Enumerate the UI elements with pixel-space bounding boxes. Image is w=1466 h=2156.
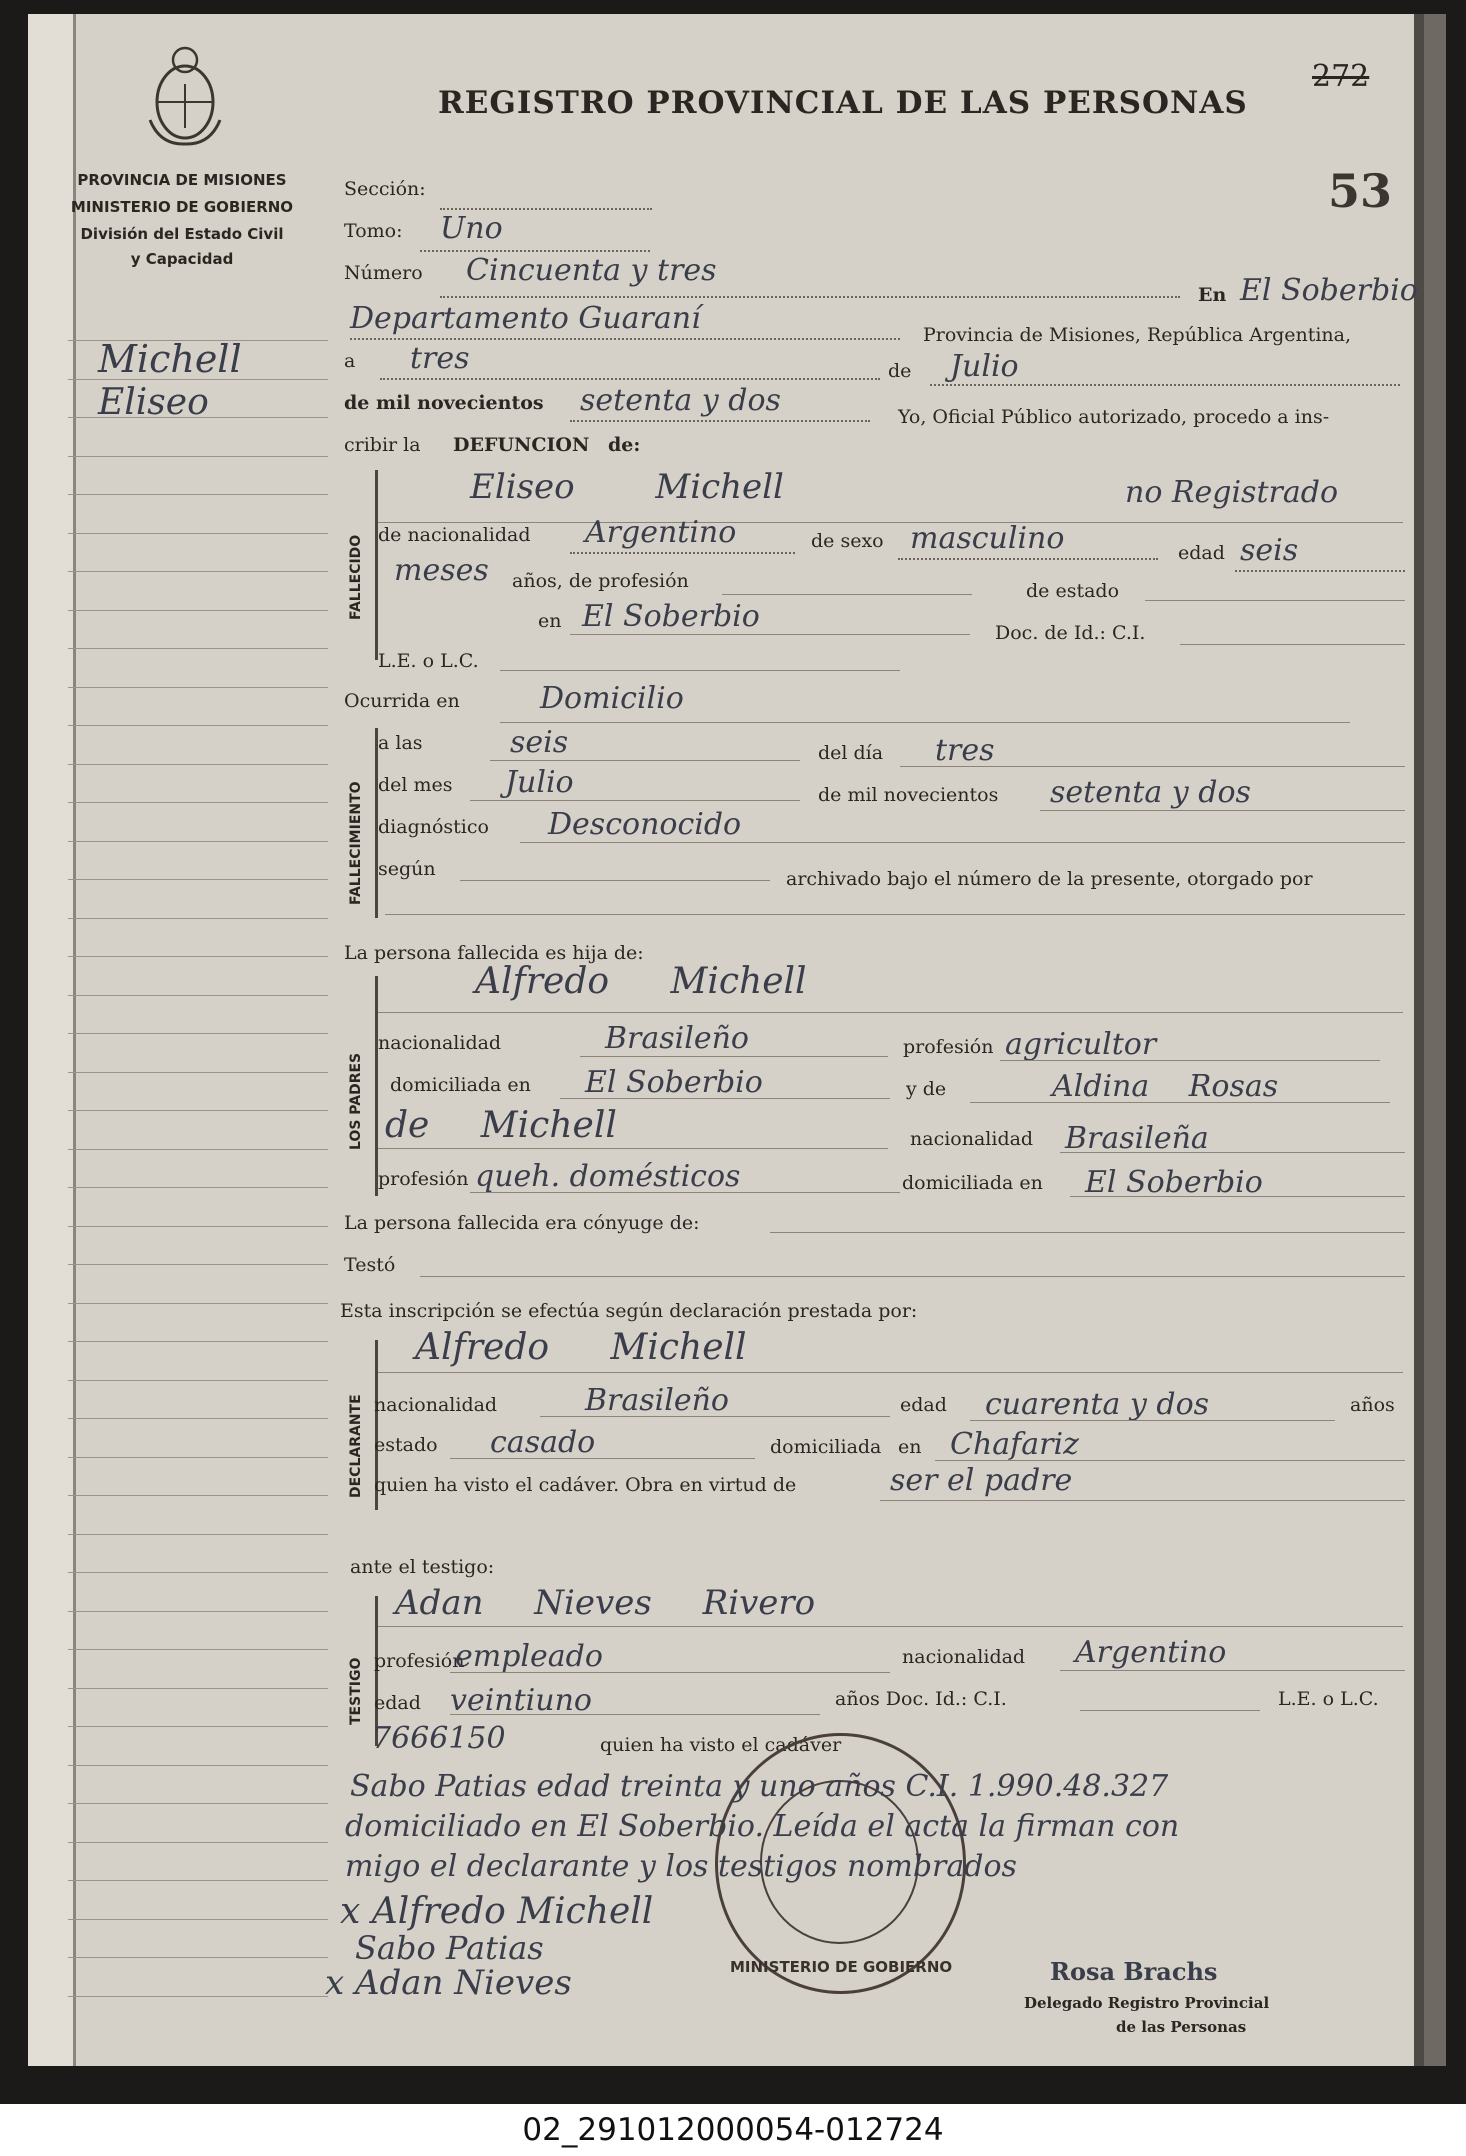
signature-official: Rosa Brachs bbox=[1050, 1957, 1218, 1986]
padres-domicilio-madre-line bbox=[1070, 1196, 1405, 1197]
margin-rule-line bbox=[68, 918, 328, 919]
margin-rule-line bbox=[68, 1033, 328, 1034]
fallecido-nacionalidad-label: de nacionalidad bbox=[378, 524, 531, 546]
declarante-quien-label: quien ha visto el cadáver. Obra en virtud de bbox=[374, 1474, 797, 1496]
padres-nacionalidad-label: nacionalidad bbox=[378, 1032, 502, 1054]
testigo-nacionalidad-label: nacionalidad bbox=[902, 1646, 1026, 1668]
padres-domicilio-padre: El Soberbio bbox=[585, 1065, 763, 1100]
margin-rule-line bbox=[68, 1880, 328, 1881]
declarante-edad-line bbox=[970, 1420, 1335, 1421]
anio-line bbox=[570, 420, 870, 422]
margin-rule-line bbox=[68, 379, 328, 380]
fallecimiento-mes: Julio bbox=[505, 765, 574, 800]
fallecimiento-archivado-label: archivado bajo el número de la presente, otorgado por bbox=[786, 868, 1313, 890]
margin-rule-line bbox=[68, 1457, 328, 1458]
margin-rule-line bbox=[68, 995, 328, 996]
tomo-line bbox=[420, 250, 650, 252]
fallecido-sexo-label: de sexo bbox=[811, 530, 884, 552]
margin-rule-line bbox=[68, 1611, 328, 1612]
padres-nacionalidad-madre-line bbox=[1060, 1152, 1405, 1153]
fallecimiento-anio: setenta y dos bbox=[1050, 775, 1251, 810]
margin-rule-line bbox=[68, 1688, 328, 1689]
padres-profesion-madre-line bbox=[470, 1192, 900, 1193]
padres-domiciliada-label: domiciliada en bbox=[390, 1074, 531, 1096]
margin-rule-line bbox=[68, 1649, 328, 1650]
margin-rule-line bbox=[68, 956, 328, 957]
dia-line bbox=[380, 378, 880, 380]
declarante-nacionalidad: Brasileño bbox=[585, 1383, 729, 1418]
fallecido-meses: meses bbox=[394, 553, 489, 588]
testigo-le-label: L.E. o L.C. bbox=[1278, 1688, 1379, 1710]
office-line-2: MINISTERIO DE GOBIERNO bbox=[70, 198, 294, 216]
fallecido-no-registrado: no Registrado bbox=[1125, 475, 1339, 510]
fallecimiento-side-label: FALLECIMIENTO bbox=[348, 781, 364, 905]
padres-domicilio-madre: El Soberbio bbox=[1085, 1165, 1263, 1200]
fallecido-bracket bbox=[375, 470, 378, 660]
declarante-estado: casado bbox=[490, 1425, 596, 1460]
page-title: REGISTRO PROVINCIAL DE LAS PERSONAS bbox=[438, 85, 1248, 121]
testigo-profesion-line bbox=[450, 1672, 890, 1673]
declarante-estado-label: estado bbox=[374, 1434, 438, 1456]
declarante-edad: cuarenta y dos bbox=[985, 1387, 1210, 1422]
padres-bracket bbox=[375, 976, 378, 1196]
office-line-3: División del Estado Civil bbox=[80, 225, 284, 243]
declarante-domicilio-line bbox=[935, 1460, 1405, 1461]
padres-padre-line bbox=[378, 1012, 1403, 1013]
a-label: a bbox=[344, 350, 356, 372]
declarante-en-label: en bbox=[898, 1436, 922, 1458]
margin-rule-line bbox=[68, 1919, 328, 1920]
margin-rule-line bbox=[68, 494, 328, 495]
fallecido-anios-profesion-label: años, de profesión bbox=[512, 570, 689, 592]
testigo-side-label: TESTIGO bbox=[348, 1657, 364, 1725]
margin-rule-line bbox=[68, 764, 328, 765]
dia-value: tres bbox=[410, 341, 470, 376]
padres-y-de-label: y de bbox=[906, 1078, 947, 1100]
testo-line bbox=[420, 1276, 1405, 1277]
margin-rule-line bbox=[68, 1842, 328, 1843]
numero-line bbox=[440, 296, 1180, 298]
fallecimiento-segun-label: según bbox=[378, 858, 436, 880]
declarante-side-label: DECLARANTE bbox=[348, 1394, 364, 1498]
seccion-line bbox=[440, 208, 652, 210]
testigo-profesion-label: profesión bbox=[374, 1650, 465, 1672]
testigo-anios-doc-label: años Doc. Id.: C.I. bbox=[835, 1688, 1007, 1710]
seccion-label: Sección: bbox=[344, 178, 426, 200]
padres-nacionalidad-madre-label: nacionalidad bbox=[910, 1128, 1034, 1150]
declarante-nombre: Alfredo Michell bbox=[415, 1327, 747, 1368]
margin-rule-line bbox=[68, 802, 328, 803]
numero-value: Cincuenta y tres bbox=[466, 253, 717, 288]
fallecido-edad-line bbox=[1235, 570, 1405, 572]
testigo-nacionalidad-line bbox=[1060, 1670, 1405, 1671]
defuncion-de: de: bbox=[608, 434, 641, 456]
padres-padre: Alfredo Michell bbox=[475, 961, 807, 1002]
official-title-1: Delegado Registro Provincial bbox=[1024, 1994, 1270, 2012]
declarante-domiciliada-label: domiciliada bbox=[770, 1436, 882, 1458]
padres-side-label: LOS PADRES bbox=[348, 1052, 364, 1150]
fallecimiento-dia: tres bbox=[935, 733, 995, 768]
margin-rule-line bbox=[68, 610, 328, 611]
defuncion-label: DEFUNCION bbox=[453, 434, 590, 456]
anio-value: setenta y dos bbox=[580, 383, 781, 418]
ocurrida-line bbox=[500, 722, 1350, 723]
fallecimiento-diagnostico: Desconocido bbox=[548, 807, 742, 842]
padres-profesion-madre-label: profesión bbox=[378, 1168, 469, 1190]
conyuge-label: La persona fallecida era cónyuge de: bbox=[344, 1212, 700, 1234]
tomo-label: Tomo: bbox=[344, 220, 403, 242]
margin-rule-line bbox=[68, 340, 328, 341]
testigo-edad-line bbox=[450, 1714, 820, 1715]
fallecimiento-anio-label: de mil novecientos bbox=[818, 784, 999, 806]
margin-rule-line bbox=[68, 1495, 328, 1496]
oficial-label: Yo, Oficial Público autorizado, procedo a ins- bbox=[898, 406, 1330, 428]
margin-rule-line bbox=[68, 1803, 328, 1804]
margin-rule-line bbox=[68, 533, 328, 534]
margin-rule-line bbox=[68, 1765, 328, 1766]
fallecido-nombre: Eliseo Michell bbox=[470, 467, 784, 507]
testigo-nacionalidad: Argentino bbox=[1075, 1635, 1227, 1670]
testigo-profesion: empleado bbox=[455, 1639, 603, 1674]
fallecido-edad: seis bbox=[1240, 533, 1299, 568]
margin-rule-line bbox=[68, 1264, 328, 1265]
fallecido-nacionalidad-line bbox=[570, 552, 795, 554]
margin-rule-line bbox=[68, 1957, 328, 1958]
notes-line-1: Sabo Patias edad treinta y uno años C.I. 1.990.48.327 bbox=[350, 1769, 1169, 1804]
fallecimiento-hora: seis bbox=[510, 725, 569, 760]
padres-profesion-padre-line bbox=[1000, 1060, 1380, 1061]
fallecido-estado-line bbox=[1145, 600, 1405, 601]
fallecido-nacionalidad: Argentino bbox=[585, 515, 737, 550]
testigo-nombre-line bbox=[378, 1626, 1403, 1627]
fallecido-doc-line bbox=[1180, 644, 1405, 645]
book-spine-shadow bbox=[1414, 14, 1424, 2066]
ocurrida-value: Domicilio bbox=[540, 681, 684, 716]
margin-rule-line bbox=[68, 841, 328, 842]
margin-name: Eliseo bbox=[98, 382, 209, 423]
declarante-intro: Esta inscripción se efectúa según declaración prestada por: bbox=[340, 1300, 918, 1322]
padres-madre-line1: Aldina Rosas bbox=[1052, 1069, 1279, 1104]
fallecido-doc-label: Doc. de Id.: C.I. bbox=[995, 622, 1146, 644]
padres-nacionalidad-madre: Brasileña bbox=[1065, 1121, 1209, 1156]
testigo-edad-label: edad bbox=[374, 1692, 421, 1714]
anio-label: de mil novecientos bbox=[344, 392, 544, 414]
folio-struck: 272 bbox=[1312, 59, 1370, 94]
fallecimiento-extra-line bbox=[385, 914, 1405, 915]
padres-profesion-label: profesión bbox=[903, 1036, 994, 1058]
margin-rule-line bbox=[68, 1072, 328, 1073]
testigo-nombre: Adan Nieves Rivero bbox=[395, 1583, 816, 1623]
departamento-value: Departamento Guaraní bbox=[350, 301, 701, 336]
facing-page-edge bbox=[28, 14, 76, 2066]
mes-line bbox=[930, 384, 1400, 386]
office-line-4: y Capacidad bbox=[130, 250, 234, 268]
testigo-edad: veintiuno bbox=[450, 1683, 592, 1718]
margin-rule-line bbox=[68, 1572, 328, 1573]
fallecido-side-label: FALLECIDO bbox=[348, 534, 364, 620]
signature-declarante: x Alfredo Michell bbox=[340, 1891, 654, 1932]
coat-of-arms-icon bbox=[140, 40, 230, 150]
fallecimiento-hora-line bbox=[490, 760, 800, 761]
margin-rule-line bbox=[68, 1303, 328, 1304]
fallecido-en-label: en bbox=[538, 610, 562, 632]
margin-rule-line bbox=[68, 725, 328, 726]
stamp-text: MINISTERIO DE GOBIERNO bbox=[730, 1958, 953, 1976]
margin-rule-line bbox=[68, 1187, 328, 1188]
official-title-2: de las Personas bbox=[1116, 2018, 1247, 2036]
margin-surname: Michell bbox=[98, 337, 242, 381]
ocurrida-label: Ocurrida en bbox=[344, 690, 460, 712]
margin-rule-line bbox=[68, 687, 328, 688]
margin-rule-line bbox=[68, 1226, 328, 1227]
margin-rule-line bbox=[68, 456, 328, 457]
margin-rule-line bbox=[68, 879, 328, 880]
fallecido-nombre-line bbox=[378, 522, 1403, 523]
padres-profesion-padre: agricultor bbox=[1005, 1027, 1157, 1062]
declarante-virtud-line bbox=[880, 1500, 1405, 1501]
declarante-virtud: ser el padre bbox=[890, 1463, 1073, 1498]
numero-label: Número bbox=[344, 262, 423, 284]
padres-intro: La persona fallecida es hija de: bbox=[344, 942, 644, 964]
declarante-domicilio: Chafariz bbox=[950, 1427, 1079, 1462]
declarante-nacionalidad-label: nacionalidad bbox=[374, 1394, 498, 1416]
fallecido-le-line bbox=[500, 670, 900, 671]
declarante-nacionalidad-line bbox=[540, 1416, 890, 1417]
margin-rule-line bbox=[68, 648, 328, 649]
fallecimiento-a-las-label: a las bbox=[378, 732, 423, 754]
fallecimiento-diagnostico-label: diagnóstico bbox=[378, 816, 489, 838]
acta-number: 53 bbox=[1328, 164, 1393, 218]
declarante-anios-label: años bbox=[1350, 1394, 1395, 1416]
padres-nacionalidad-padre: Brasileño bbox=[605, 1021, 749, 1056]
testigo-quien-label: quien ha visto el cadáver bbox=[600, 1734, 842, 1756]
fallecimiento-diagnostico-line bbox=[520, 842, 1405, 843]
departamento-line bbox=[350, 338, 900, 340]
fallecido-profesion-line bbox=[722, 594, 972, 595]
fallecimiento-mes-line bbox=[470, 800, 800, 801]
padres-profesion-madre: queh. domésticos bbox=[475, 1159, 741, 1194]
tomo-value: Uno bbox=[440, 211, 503, 246]
fallecido-le-label: L.E. o L.C. bbox=[378, 650, 479, 672]
conyuge-line bbox=[770, 1232, 1405, 1233]
padres-domicilio-padre-line bbox=[560, 1098, 890, 1099]
inscribir-label: cribir la bbox=[344, 434, 421, 456]
notes-line-3: migo el declarante y los testigos nombrados bbox=[345, 1849, 1017, 1884]
footer-filename: 02_291012000054-012724 bbox=[522, 2112, 944, 2148]
declarante-nombre-line bbox=[378, 1372, 1403, 1373]
padres-madre-line2-rule bbox=[378, 1148, 888, 1149]
margin-rule-line bbox=[68, 1726, 328, 1727]
margin-rule-line bbox=[68, 1341, 328, 1342]
margin-rule-line bbox=[68, 1418, 328, 1419]
signature-witness-2: x Adan Nieves bbox=[325, 1963, 572, 2003]
provincia-label: Provincia de Misiones, República Argentina, bbox=[923, 324, 1352, 346]
margin-rule-line bbox=[68, 571, 328, 572]
fallecido-domicilio: El Soberbio bbox=[582, 599, 760, 634]
notes-line-2: domiciliado en El Soberbio. Leída el acta la firman con bbox=[345, 1809, 1180, 1844]
fallecimiento-dia-line bbox=[900, 766, 1405, 767]
margin-rule-line bbox=[68, 1534, 328, 1535]
margin-rule-line bbox=[68, 1996, 328, 1997]
fallecido-sexo-line bbox=[898, 558, 1158, 560]
padres-domiciliada-en-label: domiciliada en bbox=[902, 1172, 1043, 1194]
padres-nacionalidad-padre-line bbox=[580, 1056, 888, 1057]
office-line-1: PROVINCIA DE MISIONES bbox=[77, 171, 287, 189]
mes-value: Julio bbox=[950, 349, 1019, 384]
fallecimiento-del-dia-label: del día bbox=[818, 742, 884, 764]
fallecido-sexo: masculino bbox=[910, 521, 1065, 556]
de-label: de bbox=[888, 360, 912, 382]
margin-rule-line bbox=[68, 417, 328, 418]
testigo-intro: ante el testigo: bbox=[350, 1556, 495, 1578]
fallecido-domicilio-line bbox=[570, 634, 970, 635]
testo-label: Testó bbox=[344, 1254, 396, 1276]
margin-rule-line bbox=[68, 1149, 328, 1150]
fallecido-estado-label: de estado bbox=[1026, 580, 1120, 602]
padres-madre-line2: de Michell bbox=[385, 1105, 617, 1146]
margin-rule-line bbox=[68, 1110, 328, 1111]
declarante-estado-line bbox=[450, 1458, 755, 1459]
testigo-le-number: 7666150 bbox=[372, 1721, 506, 1756]
en-value: El Soberbio bbox=[1240, 273, 1418, 308]
signature-witness-1: Sabo Patias bbox=[355, 1929, 544, 1967]
padres-madre-line1-rule bbox=[970, 1102, 1390, 1103]
fallecido-edad-label: edad bbox=[1178, 542, 1225, 564]
fallecimiento-del-mes-label: del mes bbox=[378, 774, 453, 796]
fallecimiento-segun-line bbox=[460, 880, 770, 881]
en-label: En bbox=[1198, 284, 1227, 306]
declarante-edad-label: edad bbox=[900, 1394, 947, 1416]
margin-rule-line bbox=[68, 1380, 328, 1381]
testigo-doc-line bbox=[1080, 1710, 1260, 1711]
fallecimiento-anio-line bbox=[1040, 810, 1405, 811]
